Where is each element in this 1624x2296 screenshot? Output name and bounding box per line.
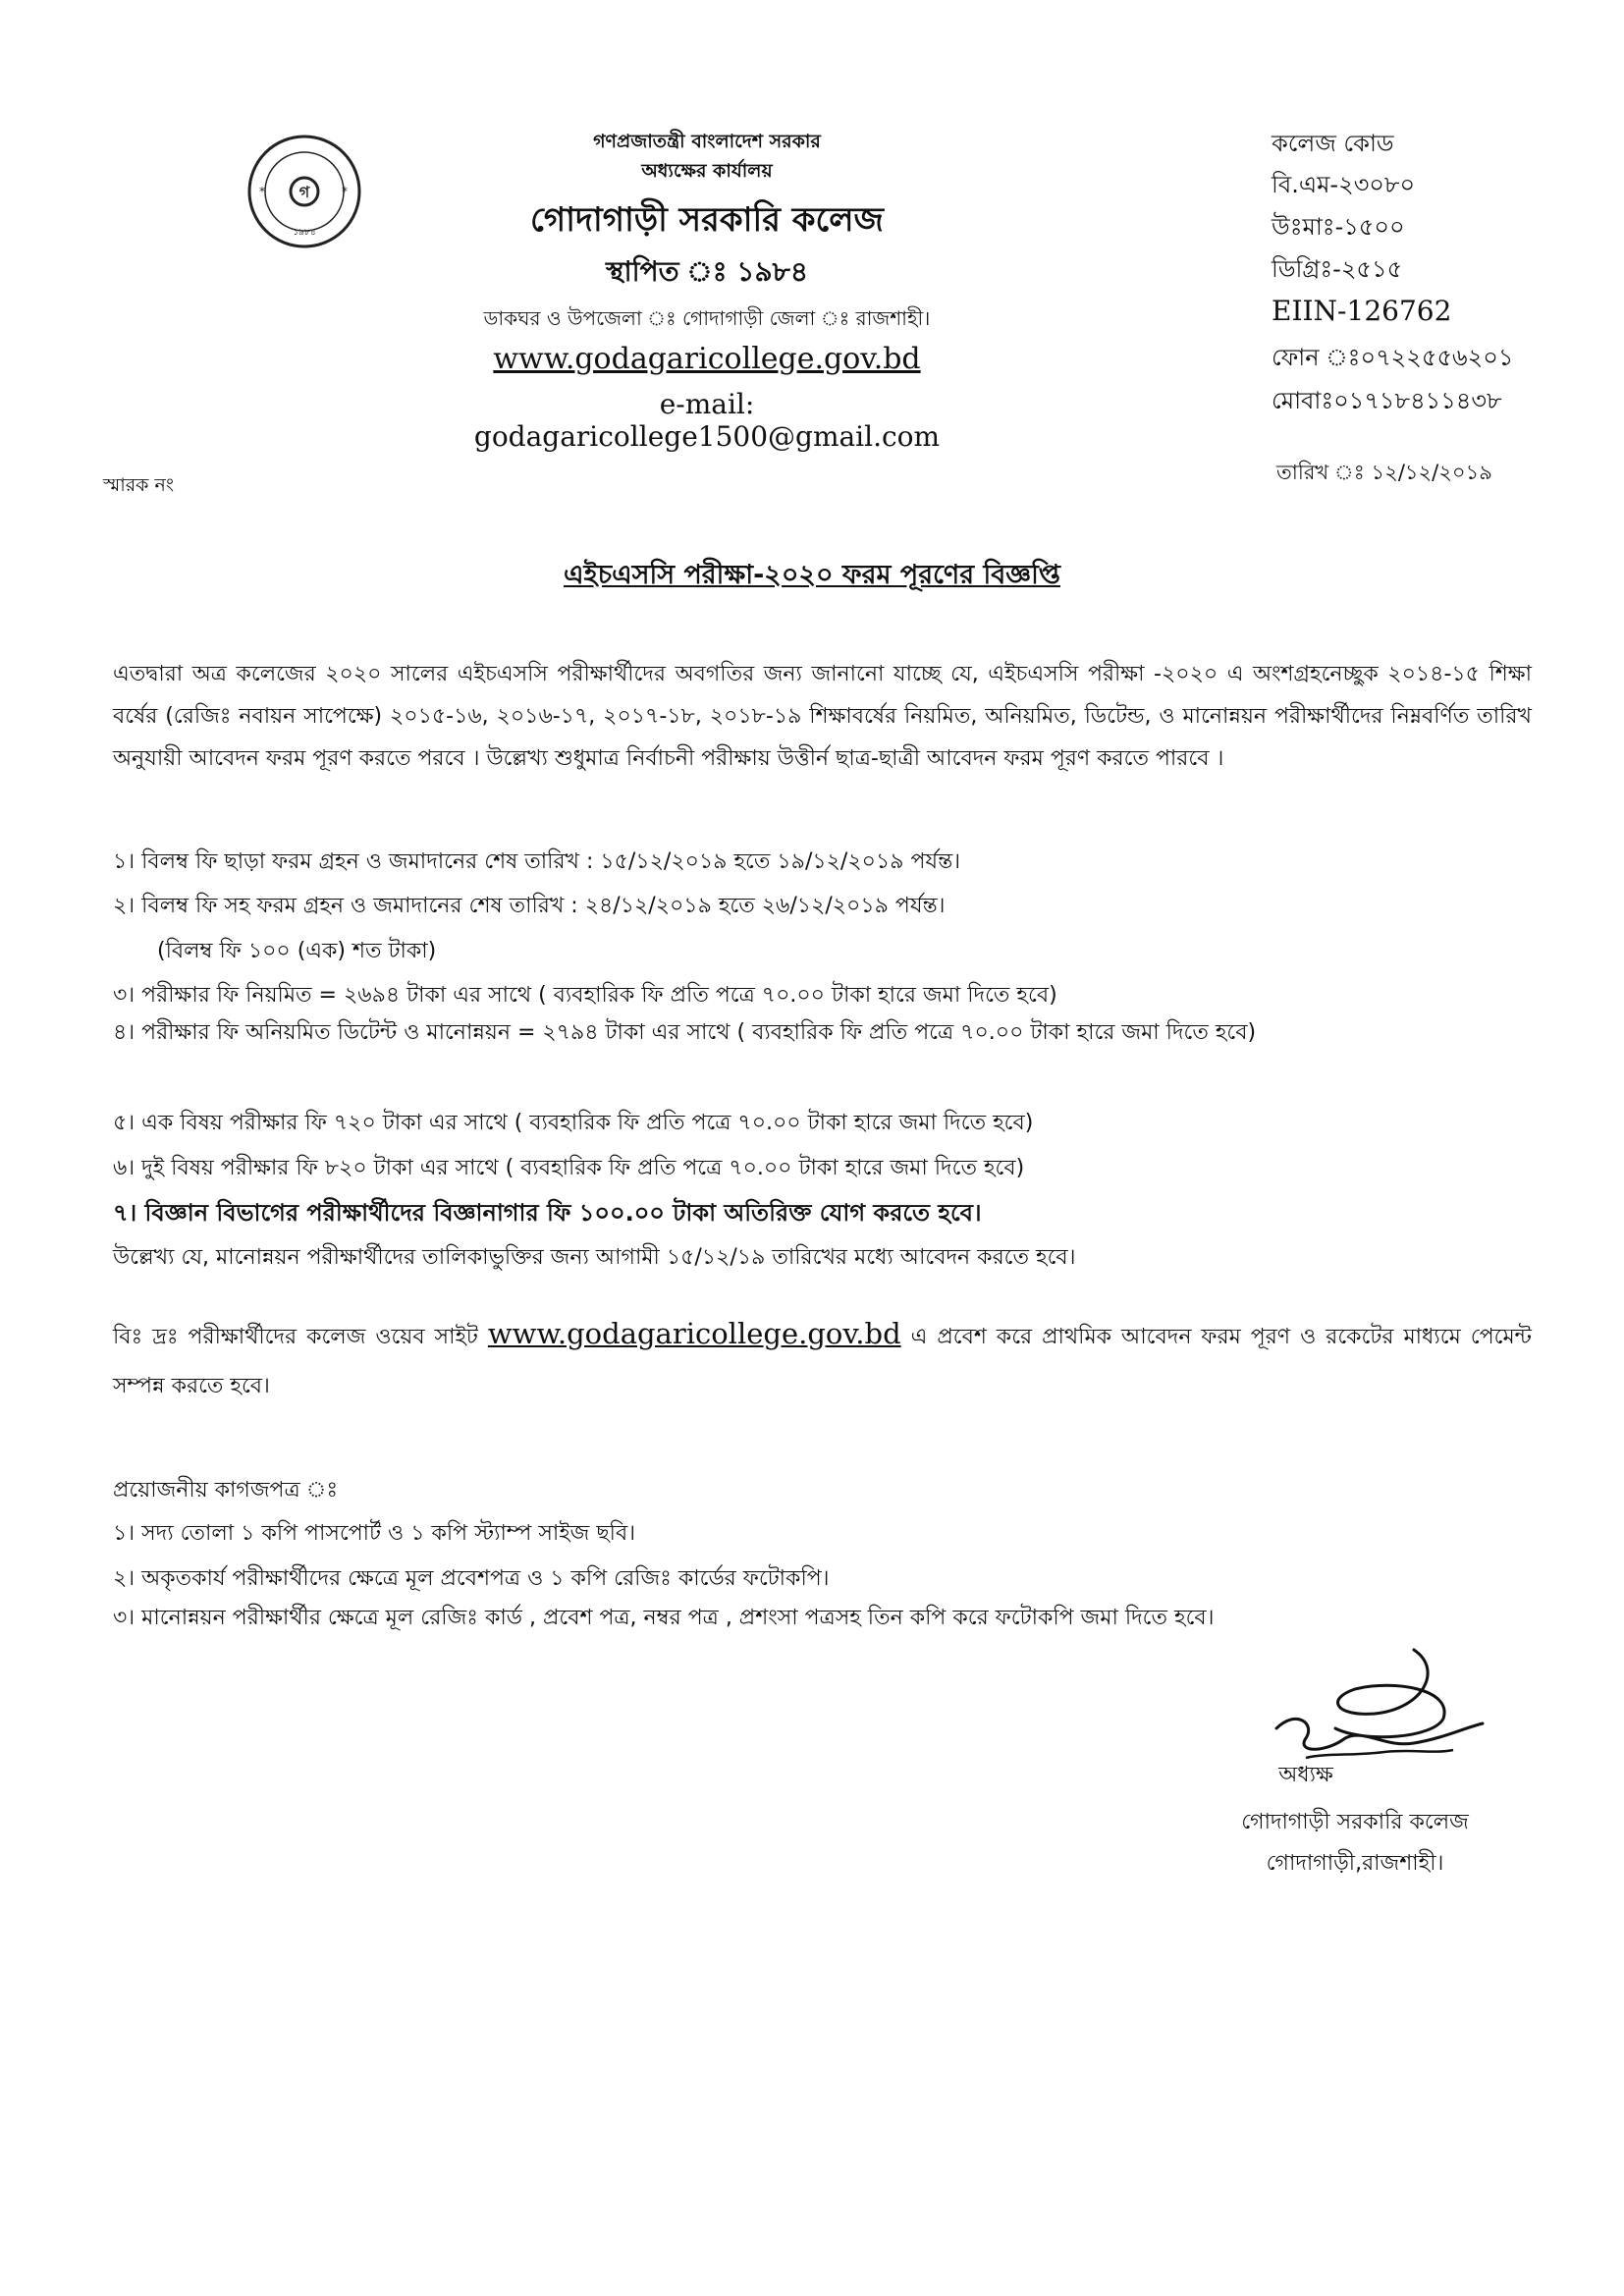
list-item: ৪। পরীক্ষার ফি অনিয়মিত ডিটেন্ট ও মানোন্নয়ন = ২৭৯৪ টাকা এর সাথে ( ব্যবহারিক ফি প্রতি পত্রে ৭০.০০ টাকা হারে জমা দিতে হবে) <box>113 1020 1257 1045</box>
signature-place: গোদাগাড়ী,রাজশাহী। <box>1266 1851 1444 1876</box>
svg-text:গ: গ <box>298 183 310 201</box>
college-seal-logo <box>245 133 363 250</box>
signature-college: গোদাগাড়ী সরকারি কলেজ <box>1241 1810 1469 1834</box>
codes-label: কলেজ কোড <box>1272 130 1394 157</box>
list-item-science-fee: ৭। বিজ্ঞান বিভাগের পরীক্ষার্থীদের বিজ্ঞানাগার ফি ১০০.০০ টাকা অতিরিক্ত যোগ করতে হবে। <box>113 1199 982 1227</box>
late-fee-note: (বিলম্ব ফি ১০০ (এক) শত টাকা) <box>157 939 437 963</box>
address-line: ডাকঘর ও উপজেলা ঃ গোদাগাড়ী জেলা ঃ রাজশাহী। <box>483 306 931 330</box>
list-item: ১। বিলম্ব ফি ছাড়া ফরম গ্রহন ও জমাদানের শেষ তারিখ : ১৫/১২/২০১৯ হতে ১৯/১২/২০১৯ পর্যন্ত। <box>113 849 961 874</box>
nb-suffix: এ প্রবেশ করে প্রাথমিক আবেদন ফরম পূরণ ও রকেটের মাধ্যমে পেমেন্ট সম্পন্ন করতে হবে। <box>113 1325 1532 1398</box>
svg-text:*: * <box>259 185 265 198</box>
notice-date: তারিখ ঃ ১২/১২/২০১৯ <box>1276 461 1492 484</box>
mobile-number: মোবাঃ০১৭১৮৪১১৪৩৮ <box>1272 387 1502 414</box>
list-item: ৩। মানোন্নয়ন পরীক্ষার্থীর ক্ষেত্রে মূল রেজিঃ কার্ড , প্রবেশ পত্র, নম্বর পত্র , প্রশংসা পত্রসহ তিন কপি করে ফটোকপি জমা দিতে হবে। <box>113 1606 1215 1630</box>
email-line: e-mail: godagaricollege1500@gmail.com <box>473 388 941 453</box>
notice-title: এইচএসসি পরীক্ষা-২০২০ ফরম পূরণের বিজ্ঞপ্তি <box>563 560 1060 590</box>
code-hsc: উঃমাঃ-১৫০০ <box>1272 213 1405 241</box>
nb-prefix: বিঃ দ্রঃ পরীক্ষার্থীদের কলেজ ওয়েব সাইট <box>113 1325 478 1349</box>
phone-number: ফোন ঃ০৭২২৫৫৬২০১ <box>1272 344 1514 371</box>
website-link[interactable]: www.godagaricollege.gov.bd <box>493 342 921 376</box>
documents-heading: প্রয়োজনীয় কাগজপত্র ঃ <box>113 1478 339 1503</box>
nb-paragraph <box>113 1309 1532 1411</box>
list-item: ১। সদ্য তোলা ১ কপি পাসপোর্ট ও ১ কপি স্ট্যাম্প সাইজ ছবি। <box>113 1521 636 1546</box>
list-item: ২। অকৃতকার্য পরীক্ষার্থীদের ক্ষেত্রে মূল প্রবেশপত্র ও ১ কপি রেজিঃ কার্ডের ফটোকপি। <box>113 1566 830 1591</box>
government-line: গণপ্রজাতন্ত্রী বাংলাদেশ সরকার <box>593 131 821 152</box>
seal-year: ১৯৮৪ <box>293 228 316 238</box>
code-bm: বি.এম-২৩০৮০ <box>1272 171 1416 198</box>
list-item: ২। বিলম্ব ফি সহ ফরম গ্রহন ও জমাদানের শেষ তারিখ : ২৪/১২/২০১৯ হতে ২৬/১২/২০১৯ পর্যন্ত। <box>113 894 946 918</box>
memo-number: স্মারক নং <box>103 474 175 496</box>
code-eiin: EIIN-126762 <box>1272 295 1452 327</box>
office-line: অধ্যক্ষের কার্যালয় <box>641 160 773 182</box>
nb-website-link[interactable]: www.godagaricollege.gov.bd <box>487 1317 901 1350</box>
intro-paragraph: এতদ্বারা অত্র কলেজের ২০২০ সালের এইচএসসি পরীক্ষার্থীদের অবগতির জন্য জানানো যাচ্ছে যে, এইচএসসি পরীক্ষা -২০২০ এ অংশগ্রহনেচ্ছুক ২০১৪-১৫ শিক্ষা বর্ষের (রেজিঃ নবায়ন সাপেক্ষে) ২০১৫-১৬, ২০১৬-১৭, ২০১৭-১৮, ২০১৮-১৯ শিক্ষাবর্ষের নিয়মিত, অনিয়মিত, ডিটেন্ড, ও মানোন্নয়ন পরীক্ষার্থীদের নিম্নবর্ণিত তারিখ অনুযায়ী আবেদন ফরম পূরণ করতে পরবে । উল্লেখ্য শুধুমাত্র নির্বাচনী পরীক্ষায় উত্তীর্ন ছাত্র-ছাত্রী আবেদন ফরম পূরণ করতে পারবে । <box>113 662 1532 771</box>
college-name: গোদাগাড়ী সরকারি কলেজ <box>530 200 884 240</box>
list-item: ৬। দুই বিষয় পরীক্ষার ফি ৮২০ টাকা এর সাথে ( ব্যবহারিক ফি প্রতি পত্রে ৭০.০০ টাকা হারে জমা দিতে হবে) <box>113 1156 1025 1180</box>
list-item: ৩। পরীক্ষার ফি নিয়মিত = ২৬৯৪ টাকা এর সাথে ( ব্যবহারিক ফি প্রতি পত্রে ৭০.০০ টাকা হারে জমা দিতে হবে) <box>113 983 1057 1008</box>
svg-text:*: * <box>342 185 348 198</box>
signature-title: অধ্যক্ষ <box>1278 1763 1333 1787</box>
list-item: ৫। এক বিষয় পরীক্ষার ফি ৭২০ টাকা এর সাথে ( ব্যবহারিক ফি প্রতি পত্রে ৭০.০০ টাকা হারে জমা দিতে হবে) <box>113 1111 1034 1135</box>
signature-scribble <box>1218 1630 1512 1777</box>
established-line: স্থাপিত ঃ ১৯৮৪ <box>605 255 808 288</box>
improvement-note: উল্লেখ্য যে, মানোন্নয়ন পরীক্ষার্থীদের তালিকাভুক্তির জন্য আগামী ১৫/১২/১৯ তারিখের মধ্যে আবেদন করতে হবে। <box>113 1245 1076 1270</box>
code-degree: ডিগ্রিঃ-২৫১৫ <box>1272 255 1403 283</box>
